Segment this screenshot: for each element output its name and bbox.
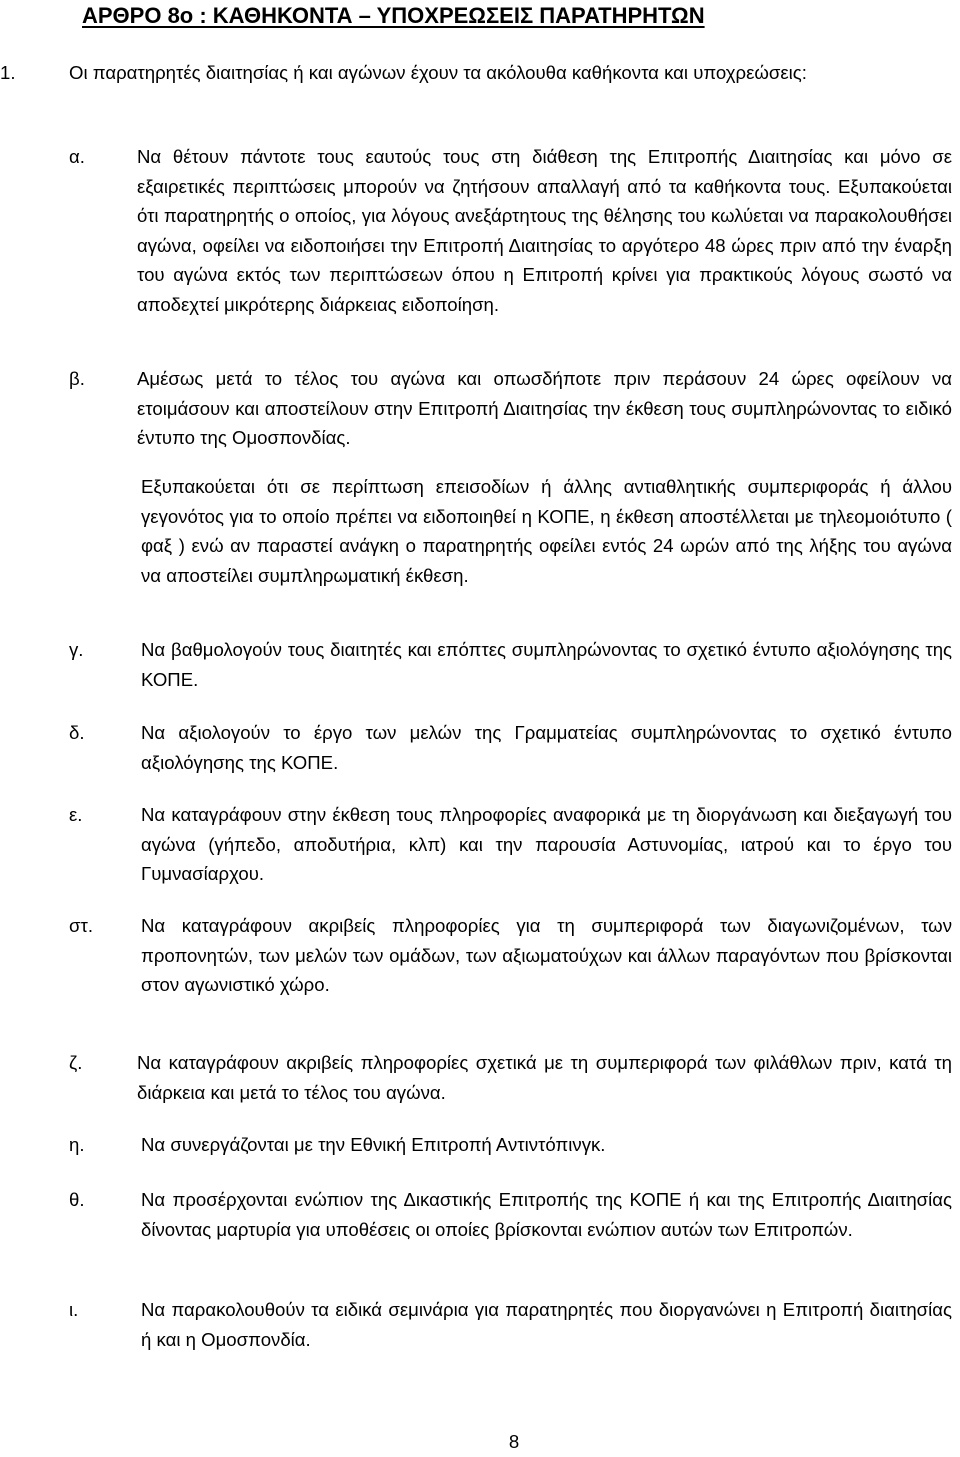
list-item-theta (0, 1185, 960, 1275)
list-item-gamma (0, 635, 960, 695)
page-number: 8 (508, 1431, 520, 1452)
item-marker: ι. (69, 1299, 79, 1320)
item-marker: β. (69, 368, 85, 389)
item-text: Να καταγράφουν ακριβείς πληροφορίες για τη συμπεριφορά των διαγωνιζομένων, των προπονητών, των μελών των ομάδων, των αξιωματούχων και άλλων παραγόντων που βρίσκονται στον αγωνιστικό χώρο. (141, 915, 952, 995)
list-item-epsilon (0, 800, 960, 890)
list-item-iota (0, 1295, 960, 1355)
item-text: Να παρακολουθούν τα ειδικά σεμινάρια για παρατηρητές που διοργανώνει η Επιτροπή διαιτησίας ή και η Ομοσπονδία. (141, 1299, 952, 1350)
item-marker: δ. (69, 722, 85, 743)
list-item-beta (0, 364, 960, 454)
list-item-zeta (0, 1048, 960, 1108)
list-item-alpha (0, 142, 960, 342)
item-marker: η. (69, 1134, 85, 1155)
item-marker: α. (69, 146, 85, 167)
item-marker: ζ. (69, 1052, 83, 1073)
intro-paragraph (0, 58, 960, 118)
item-text: Να θέτουν πάντοτε τους εαυτούς τους στη διάθεση της Επιτροπής Διαιτησίας και μόνο σε εξαιρετικές περιπτώσεις μπορούν να ζητήσουν απαλλαγή από τα καθήκοντα τους. Εξυπακούεται ότι παρατηρητής ο οποίος, για λόγους ανεξάρτητους της θέλησης του κωλύεται να παρακολουθήσει αγώνα, οφείλει να ειδοποιήσει την Επιτροπή Διαιτησίας το αργότερο 48 ώρες πριν από την έναρξη του αγώνα εκτός των περιπτώσεων όπου η Επιτροπή κρίνει για πρακτικούς λόγους σωστό να αποδεχτεί μικρότερης διάρκειας ειδοποίηση. (137, 146, 952, 315)
item-text: Να αξιολογούν το έργο των μελών της Γραμματείας συμπληρώνοντας το σχετικό έντυπο αξιολόγησης της ΚΟΠΕ. (141, 722, 952, 773)
list-item-delta (0, 718, 960, 778)
item-marker: γ. (69, 639, 84, 660)
intro-text: Οι παρατηρητές διαιτησίας ή και αγώνων έχουν τα ακόλουθα καθήκοντα και υποχρεώσεις: (69, 62, 807, 83)
list-item-eta (0, 1130, 960, 1160)
item-text: Να προσέρχονται ενώπιον της Δικαστικής Επιτροπής της ΚΟΠΕ ή και της Επιτροπής Διαιτησίας δίνοντας μαρτυρία για υποθέσεις οι οποίες βρίσκονται ενώπιον αυτών των Επιτροπών. (141, 1189, 952, 1240)
item-text: Αμέσως μετά το τέλος του αγώνα και οπωσδήποτε πριν περάσουν 24 ώρες οφείλουν να ετοιμάσουν και αποστείλουν στην Επιτροπή Διαιτησίας την έκθεση τους συμπληρώνοντας το ειδικό έντυπο της Ομοσπονδίας. (137, 368, 952, 448)
list-item-beta-continuation (0, 472, 960, 622)
item-continuation-text: Εξυπακούεται ότι σε περίπτωση επεισοδίων ή άλλης αντιαθλητικής συμπεριφοράς ή άλλου γεγονότος για το οποίο πρέπει να ειδοποιηθεί η ΚΟΠΕ, η έκθεση αποστέλλεται με τηλεομοιότυπο ( φαξ ) ενώ αν παραστεί ανάγκη ο παρατηρητής οφείλει εντός 24 ωρών από της λήξης του αγώνα να αποστείλει συμπληρωματική έκθεση. (141, 476, 952, 586)
article-title: ΑΡΘΡΟ 8ο : ΚΑΘΗΚΟΝΤΑ – ΥΠΟΧΡΕΩΣΕΙΣ ΠΑΡΑΤΗΡΗΤΩΝ (82, 3, 705, 28)
item-text: Να καταγράφουν ακριβείς πληροφορίες σχετικά με τη συμπεριφορά των φιλάθλων πριν, κατά τη διάρκεια και μετά το τέλος του αγώνα. (137, 1052, 952, 1103)
item-text: Να καταγράφουν στην έκθεση τους πληροφορίες αναφορικά με τη διοργάνωση και διεξαγωγή του αγώνα (γήπεδο, αποδυτήρια, κλπ) και την παρουσία Αστυνομίας, ιατρού και το έργο του Γυμνασίαρχου. (141, 804, 952, 884)
item-marker: στ. (69, 915, 93, 936)
item-text: Να συνεργάζονται με την Εθνική Επιτροπή Αντιντόπινγκ. (141, 1134, 606, 1155)
item-marker: ε. (69, 804, 83, 825)
item-marker: θ. (69, 1189, 85, 1210)
list-item-stigma (0, 911, 960, 1031)
item-text: Να βαθμολογούν τους διαιτητές και επόπτες συμπληρώνοντας το σχετικό έντυπο αξιολόγησης της ΚΟΠΕ. (141, 639, 952, 690)
intro-marker: 1. (0, 62, 16, 83)
